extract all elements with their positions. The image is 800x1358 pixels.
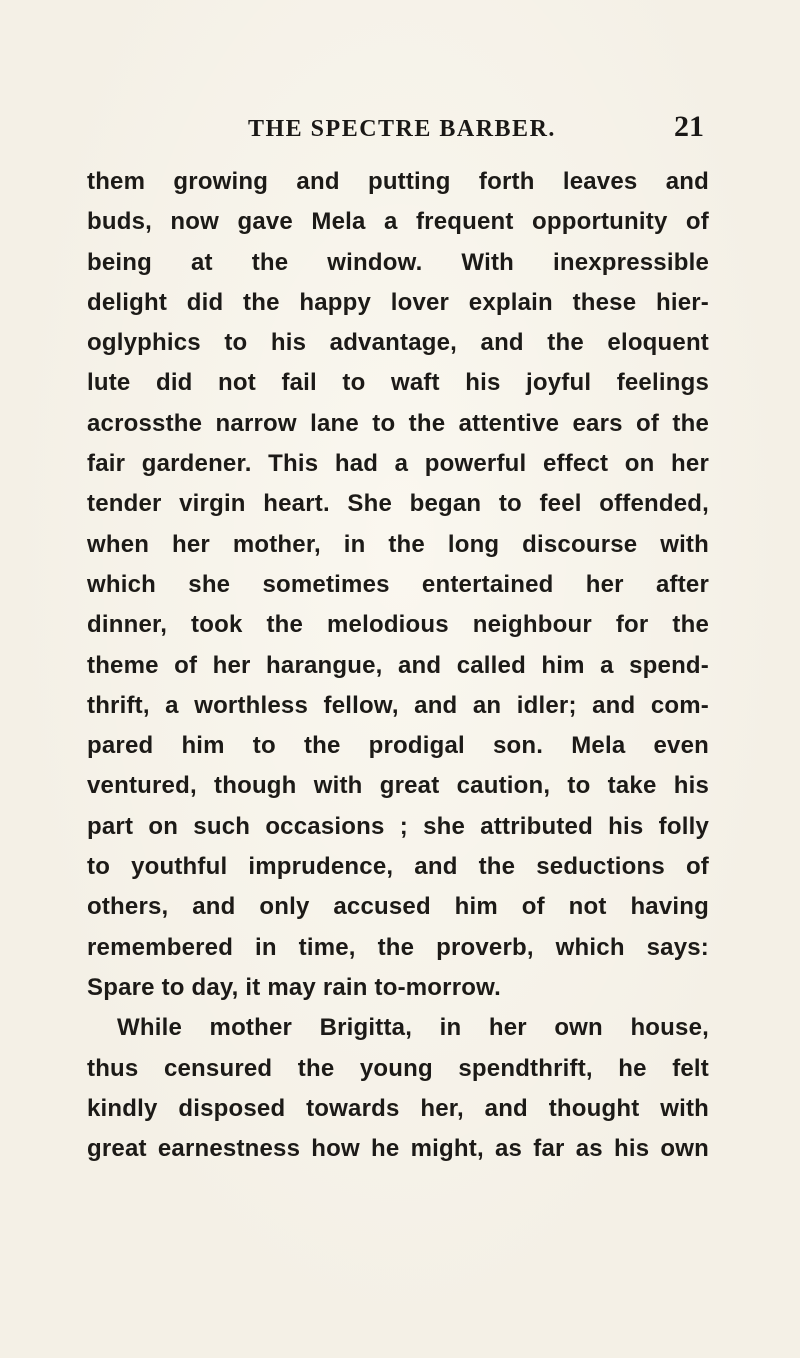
body-text <box>87 162 709 1169</box>
text-line: when her mother, in the long discourse with <box>87 530 709 558</box>
running-head <box>248 110 708 150</box>
text-line: fair gardener. This had a powerful effect on her <box>87 450 709 478</box>
text-line: being at the window. With inexpressible <box>87 248 709 276</box>
page-number: 21 <box>674 110 704 143</box>
text-line: which she sometimes entertained her after <box>87 570 709 598</box>
text-line: oglyphics to his advantage, and the eloquent <box>87 329 709 357</box>
text-line: acrossthe narrow lane to the attentive ears of the <box>87 409 709 437</box>
text-line: great earnestness how he might, as far as his own <box>87 1135 709 1163</box>
text-line: While mother Brigitta, in her own house, <box>117 1014 709 1042</box>
text-line: them growing and putting forth leaves and <box>87 168 709 195</box>
text-line: thus censured the young spendthrift, he felt <box>87 1054 709 1082</box>
text-line: thrift, a worthless fellow, and an idler; and com- <box>87 691 709 719</box>
text-line: lute did not fail to waft his joyful feelings <box>87 369 709 397</box>
text-line: to youthful imprudence, and the seductions of <box>87 853 709 881</box>
text-line: dinner, took the melodious neighbour for the <box>87 611 709 639</box>
text-line: delight did the happy lover explain these hier- <box>87 288 709 316</box>
text-line: theme of her harangue, and called him a spend- <box>87 651 709 679</box>
text-line: part on such occasions ; she attributed his folly <box>87 812 709 840</box>
text-line: tender virgin heart. She began to feel offended, <box>87 490 709 518</box>
text-line: others, and only accused him of not having <box>87 893 709 921</box>
text-line: buds, now gave Mela a frequent opportunity of <box>87 208 709 236</box>
text-line: Spare to day, it may rain to-morrow. <box>87 973 501 1001</box>
text-line: ventured, though with great caution, to take his <box>87 772 709 800</box>
text-line: remembered in time, the proverb, which says: <box>87 933 709 961</box>
text-line: pared him to the prodigal son. Mela even <box>87 732 709 760</box>
text-line: kindly disposed towards her, and thought with <box>87 1094 709 1122</box>
running-title: THE SPECTRE BARBER. <box>248 116 556 142</box>
